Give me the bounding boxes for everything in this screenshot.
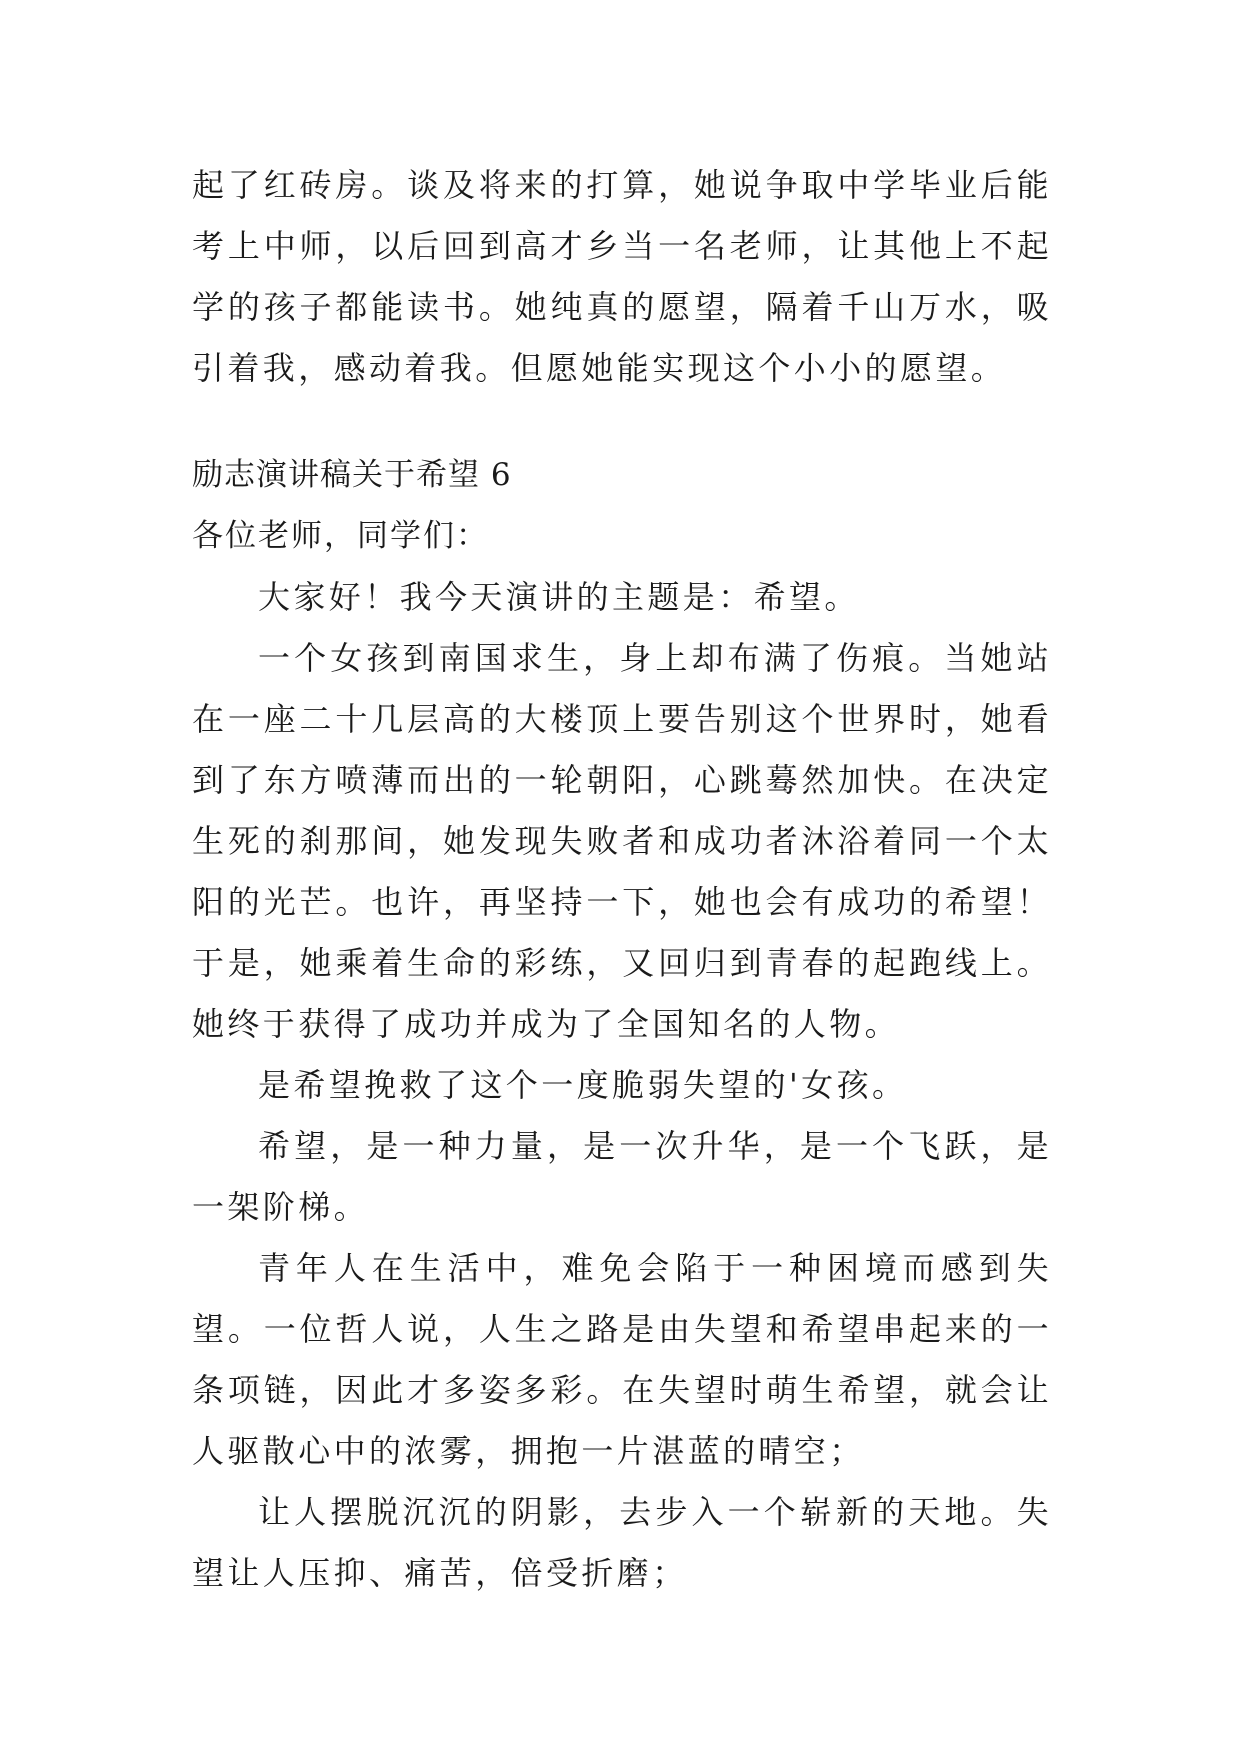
document-body bbox=[192, 155, 1052, 1604]
section-title: 励志演讲稿关于希望 6 bbox=[192, 457, 512, 493]
intro-paragraph: 起了红砖房。谈及将来的打算，她说争取中学毕业后能考上中师，以后回到高才乡当一名老师，让其他上不起学的孩子都能读书。她纯真的愿望，隔着千山万水，吸引着我，感动着我。但愿她能实现这个小小的愿望。 bbox=[192, 166, 1052, 387]
body-paragraph: 是希望挽救了这个一度脆弱失望的'女孩。 bbox=[258, 1066, 908, 1104]
salutation: 各位老师，同学们： bbox=[192, 518, 489, 554]
section-spacer bbox=[192, 399, 1052, 445]
body-paragraph: 大家好！我今天演讲的主题是：希望。 bbox=[258, 578, 860, 616]
body-paragraph: 希望，是一种力量，是一次升华，是一个飞跃，是一架阶梯。 bbox=[192, 1127, 1052, 1226]
body-paragraph: 让人摆脱沉沉的阴影，去步入一个崭新的天地。失望让人压抑、痛苦，倍受折磨； bbox=[192, 1493, 1052, 1592]
body-paragraph: 青年人在生活中，难免会陷于一种困境而感到失望。一位哲人说，人生之路是由失望和希望串起来的一条项链，因此才多姿多彩。在失望时萌生希望，就会让人驱散心中的浓雾，拥抱一片湛蓝的晴空； bbox=[192, 1249, 1052, 1470]
body-paragraph: 一个女孩到南国求生，身上却布满了伤痕。当她站在一座二十几层高的大楼顶上要告别这个世界时，她看到了东方喷薄而出的一轮朝阳，心跳蓦然加快。在决定生死的刹那间，她发现失败者和成功者沐浴着同一个太阳的光芒。也许，再坚持一下，她也会有成功的希望！于是，她乘着生命的彩练，又回归到青春的起跑线上。她终于获得了成功并成为了全国知名的人物。 bbox=[192, 639, 1052, 1043]
